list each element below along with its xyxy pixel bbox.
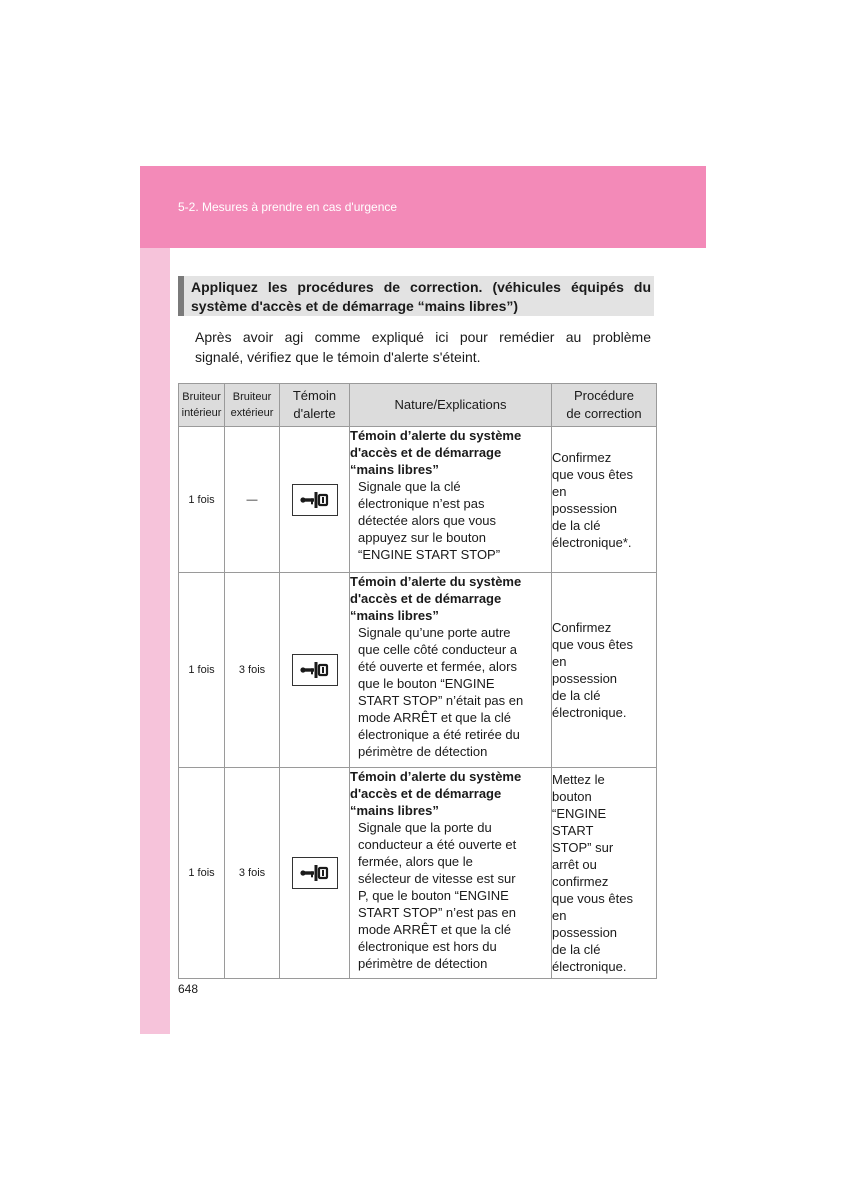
table-row	[179, 573, 657, 768]
inner-buzzer-count: 1 fois	[179, 573, 225, 768]
nature-description-line: été ouverte et fermée, alors	[358, 659, 517, 674]
warning-lamp-cell	[280, 573, 350, 768]
table-row	[179, 768, 657, 979]
callout-line-1: Appliquez les procédures de correction. (véhicules équipés du	[191, 279, 651, 295]
table-row	[179, 427, 657, 573]
procedure-line: Confirmez	[552, 620, 612, 635]
outer-buzzer-count: 3 fois	[225, 573, 280, 768]
procedure-line: en	[552, 483, 567, 499]
warning-table	[178, 383, 657, 979]
nature-title-line: d'accès et de démarrage	[350, 591, 502, 606]
section-title: 5-2. Mesures à prendre en cas d'urgence	[178, 200, 398, 214]
nature-description-line: que celle côté conducteur a	[358, 642, 517, 657]
nature-description-line: électronique a été retirée du	[358, 727, 520, 742]
nature-title-line: d'accès et de démarrage	[350, 786, 502, 801]
procedure-line: possession	[552, 925, 618, 940]
header-procedure	[552, 384, 657, 427]
nature-description-line: fermée, alors que le	[358, 854, 473, 869]
nature-title-line: d'accès et de démarrage	[350, 445, 502, 460]
nature-title-line: Témoin d’alerte du système	[350, 428, 522, 443]
procedure-line: “ENGINE	[552, 806, 607, 821]
header-outer-buzzer-line-2: extérieur	[230, 407, 274, 419]
procedure-line: START	[552, 823, 594, 838]
procedure-cell	[552, 768, 657, 979]
procedure-line: que vous êtes	[552, 466, 633, 482]
outer-buzzer-count: 3 fois	[225, 768, 280, 979]
nature-cell	[350, 768, 552, 979]
outer-buzzer-count: —	[225, 427, 280, 573]
intro-paragraph	[195, 327, 651, 367]
nature-description-line: conducteur a été ouverte et	[358, 837, 517, 852]
nature-description-line: sélecteur de vitesse est sur	[358, 871, 516, 886]
procedure-callout	[178, 276, 654, 316]
nature-cell	[350, 427, 552, 573]
nature-cell	[350, 573, 552, 768]
header-procedure-line-1: Procédure	[574, 388, 634, 403]
side-strip	[140, 166, 170, 1034]
procedure-line: Confirmez	[552, 449, 612, 465]
nature-description-line: électronique est hors du	[358, 939, 497, 954]
smart-key-warning-icon	[292, 857, 338, 889]
procedure-line: Mettez le	[552, 772, 605, 787]
header-warning-lamp	[280, 384, 350, 427]
table-body	[179, 427, 657, 979]
nature-description-line: périmètre de détection	[358, 744, 488, 759]
nature-title-line: “mains libres”	[350, 462, 439, 477]
nature-description-line: START STOP” n’était pas en	[358, 693, 524, 708]
callout-bar	[178, 276, 184, 316]
procedure-line: électronique.	[552, 959, 627, 974]
procedure-line: de la clé	[552, 517, 601, 533]
nature-description-line: que le bouton “ENGINE	[358, 676, 495, 691]
nature-description-line: électronique n’est pas	[358, 496, 485, 511]
nature-description-line: “ENGINE START STOP”	[358, 547, 501, 562]
table-header-row	[179, 384, 657, 427]
page-number: 648	[178, 982, 199, 996]
warning-lamp-cell	[280, 427, 350, 573]
nature-description-line: START STOP” n’est pas en	[358, 905, 516, 920]
nature-title-line: “mains libres”	[350, 608, 439, 623]
nature-description-line: mode ARRÊT et que la clé	[358, 710, 511, 725]
procedure-line: possession	[552, 500, 618, 516]
nature-title-line: “mains libres”	[350, 803, 439, 818]
nature-description-line: périmètre de détection	[358, 956, 488, 971]
procedure-line: possession	[552, 671, 618, 686]
header-inner-buzzer-line-2: intérieur	[181, 407, 222, 419]
header-nature: Nature/Explications	[350, 384, 552, 427]
procedure-line: électronique.	[552, 705, 627, 720]
procedure-line: que vous êtes	[552, 891, 633, 906]
procedure-line: de la clé	[552, 688, 601, 703]
warning-lamp-cell	[280, 768, 350, 979]
smart-key-warning-icon	[292, 484, 338, 516]
intro-line-2: signalé, vérifiez que le témoin d'alerte s'éteint.	[195, 349, 481, 365]
header-inner-buzzer	[179, 384, 225, 427]
smart-key-warning-icon	[292, 654, 338, 686]
procedure-line: en	[552, 908, 567, 923]
header-outer-buzzer	[225, 384, 280, 427]
procedure-line: arrêt ou	[552, 857, 597, 872]
nature-description-line: Signale que la porte du	[358, 820, 492, 835]
callout-line-2: système d'accès et de démarrage “mains libres”)	[191, 298, 519, 314]
callout-heading	[191, 278, 651, 316]
header-outer-buzzer-line-1: Bruiteur	[232, 391, 272, 403]
procedure-line: que vous êtes	[552, 637, 633, 652]
header-inner-buzzer-line-1: Bruiteur	[182, 391, 221, 403]
procedure-line: de la clé	[552, 942, 601, 957]
nature-description-line: P, que le bouton “ENGINE	[358, 888, 509, 903]
nature-description-line: détectée alors que vous	[358, 513, 497, 528]
procedure-cell	[552, 427, 657, 573]
nature-description-line: Signale qu’une porte autre	[358, 625, 511, 640]
header-warning-lamp-line-2: d'alerte	[293, 406, 336, 421]
inner-buzzer-count: 1 fois	[179, 768, 225, 979]
procedure-line: bouton	[552, 789, 592, 804]
nature-description-line: appuyez sur le bouton	[358, 530, 486, 545]
procedure-cell	[552, 573, 657, 768]
intro-line-1: Après avoir agi comme expliqué ici pour remédier au problème	[195, 329, 651, 345]
procedure-line: STOP” sur	[552, 840, 614, 855]
procedure-line: en	[552, 654, 567, 669]
nature-title-line: Témoin d’alerte du système	[350, 769, 522, 784]
inner-buzzer-count: 1 fois	[179, 427, 225, 573]
header-procedure-line-2: de correction	[566, 406, 642, 421]
nature-description-line: Signale que la clé	[358, 479, 461, 494]
procedure-line: confirmez	[552, 874, 609, 889]
procedure-line: électronique*.	[552, 534, 632, 550]
header-warning-lamp-line-1: Témoin	[292, 388, 337, 403]
nature-title-line: Témoin d’alerte du système	[350, 574, 522, 589]
nature-description-line: mode ARRÊT et que la clé	[358, 922, 511, 937]
